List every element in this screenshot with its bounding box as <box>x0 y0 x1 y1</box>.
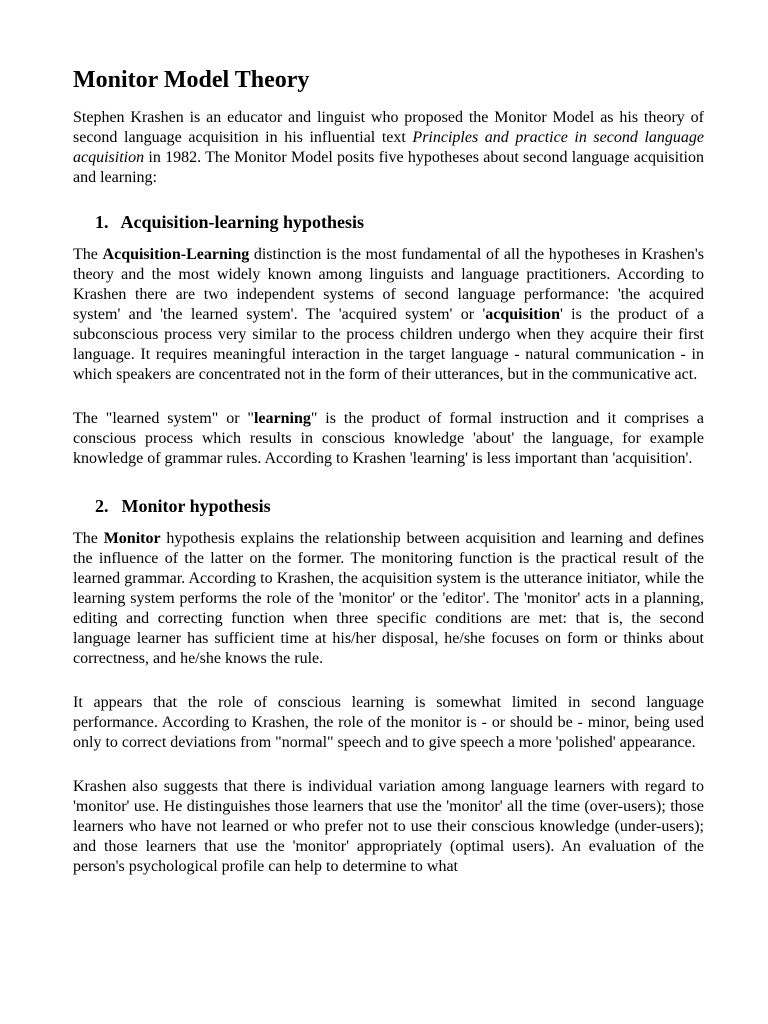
section-heading-monitor <box>73 494 704 518</box>
text-run: The "learned system" or " <box>73 410 254 427</box>
intro-paragraph <box>73 108 704 188</box>
text-run: hypothesis explains the relationship between acquisition and learning and defines the influence of the latter on the former. The monitoring function is the practical result of the learned grammar. According to Krashen, the acquisition system is the utterance initiator, while the learning system performs the role of the 'monitor' or the 'editor'. The 'monitor' acts in a planning, editing and correcting function when three specific conditions are met: that is, the second language learner has sufficient time at his/her disposal, he/she focuses on form or thinks about correctness, and he/she knows the rule. <box>73 530 704 667</box>
text-run: The <box>73 246 103 263</box>
section-heading-text: Monitor hypothesis <box>121 496 271 516</box>
page-title: Monitor Model Theory <box>73 67 310 93</box>
document-page <box>73 64 704 877</box>
bold-term: acquisition <box>485 306 560 323</box>
text-run: " is the product of formal instruction and it comprises a conscious process which results in conscious knowledge 'about' the language, for example knowledge of grammar rules. According to Krashen 'learning' is less important than 'acquisition'. <box>73 410 704 467</box>
monitor-paragraph-2: It appears that the role of conscious learning is somewhat limited in second language performance. According to Krashen, the role of the monitor is - or should be - minor, being used only to correct deviations from "normal" speech and to give speech a more 'polished' appearance. <box>73 694 704 751</box>
book-title: Principles and practice in second language acquisition <box>73 129 704 166</box>
intro-text-start: Stephen Krashen is an educator and linguist who proposed the Monitor Model as his theory of second language acquisition in his influential text <box>73 109 704 146</box>
section-heading-text: Acquisition-learning hypothesis <box>120 212 365 232</box>
bold-term: Monitor <box>103 530 161 547</box>
section-number: 1. <box>95 212 109 232</box>
text-run: The <box>73 530 104 547</box>
section-number: 2. <box>95 496 109 516</box>
acquisition-paragraph-2 <box>73 409 704 469</box>
monitor-paragraph-1 <box>73 529 704 669</box>
monitor-paragraph-3: Krashen also suggests that there is individual variation among language learners with regard to 'monitor' use. He distinguishes those learners that use the 'monitor' all the time (over-users); those learners who have not learned or who prefer not to use their conscious knowledge (under-users); and those learners that use the 'monitor' appropriately (optimal users). An evaluation of the person's psychological profile can help to determine to what <box>73 778 704 875</box>
section-heading-acquisition-learning <box>73 210 704 234</box>
bold-term: learning <box>253 410 311 427</box>
text-run: distinction is the most fundamental of all the hypotheses in Krashen's theory and the most widely known among linguists and language practitioners. According to Krashen there are two independent systems of second language performance: 'the acquired system' and 'the learned system'. The 'acquired system' or ' <box>73 246 705 323</box>
acquisition-paragraph-1 <box>73 245 704 385</box>
text-run: ' is the product of a subconscious process very similar to the process children undergo when they acquire their first language. It requires meaningful interaction in the target language - natural communication - in which speakers are concentrated not in the form of their utterances, but in the communicative act. <box>73 306 704 383</box>
bold-term: Acquisition-Learning <box>102 246 250 263</box>
intro-text-end: in 1982. The Monitor Model posits five hypotheses about second language acquisition and learning: <box>73 149 704 186</box>
